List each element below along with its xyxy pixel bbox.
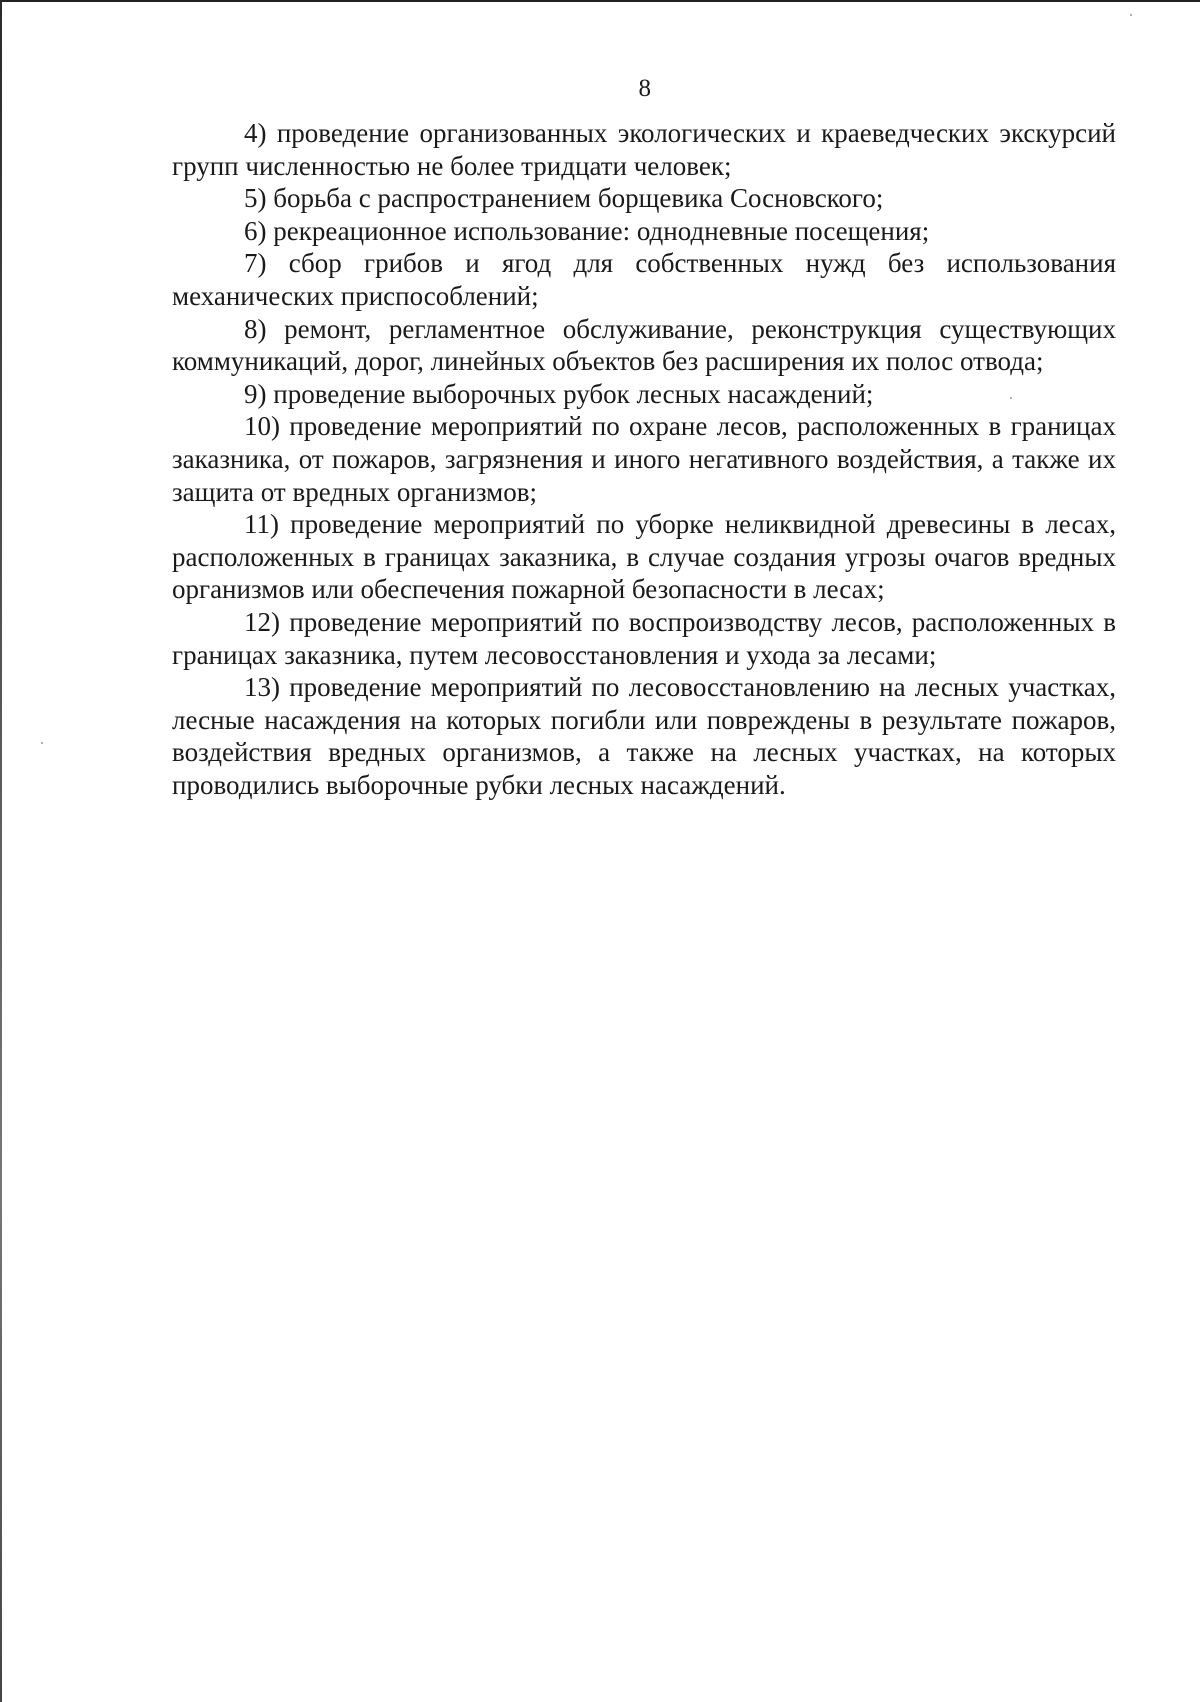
page-number: 8 [638, 75, 652, 102]
scan-speck [41, 742, 43, 744]
list-item-10: 10) проведение мероприятий по охране лесов, расположенных в границах заказника, от пожаров, загрязнения и иного негативного воздействия, а также их защита от вредных организмов; [172, 411, 1116, 507]
list-item-4: 4) проведение организованных экологических и краеведческих экскурсий групп численностью не более тридцати человек; [172, 118, 1116, 181]
list-item-12: 12) проведение мероприятий по воспроизводству лесов, расположенных в границах заказника, путем лесовосстановления и ухода за лесами; [172, 606, 1116, 670]
document-body [172, 117, 1116, 801]
list-item-5: 5) борьба с распространением борщевика Сосновского; [244, 183, 884, 214]
scan-speck [1130, 14, 1132, 16]
list-item-9: 9) проведение выборочных рубок лесных насаждений; [244, 378, 874, 409]
list-item-6: 6) рекреационное использование: однодневные посещения; [244, 215, 930, 246]
scan-left-border [0, 0, 2, 1702]
list-item-11: 11) проведение мероприятий по уборке неликвидной древесины в лесах, расположенных в границах заказника, в случае создания угрозы очагов вредных организмов или обеспечения пожарной безопасности в лесах; [172, 509, 1116, 605]
list-item-7: 7) сбор грибов и ягод для собственных нужд без использования механических приспособлений; [172, 248, 1116, 311]
list-item-8: 8) ремонт, регламентное обслуживание, реконструкция существующих коммуникаций, дорог, линейных объектов без расширения их полос отвода; [172, 313, 1116, 377]
list-item-13: 13) проведение мероприятий по лесовосстановлению на лесных участках, лесные насаждения на которых погибли или повреждены в результате пожаров, воздействия вредных организмов, а также на лесных участках, на которых проводились выборочные рубки лесных насаждений. [172, 672, 1116, 800]
scan-top-border [0, 0, 1200, 2]
